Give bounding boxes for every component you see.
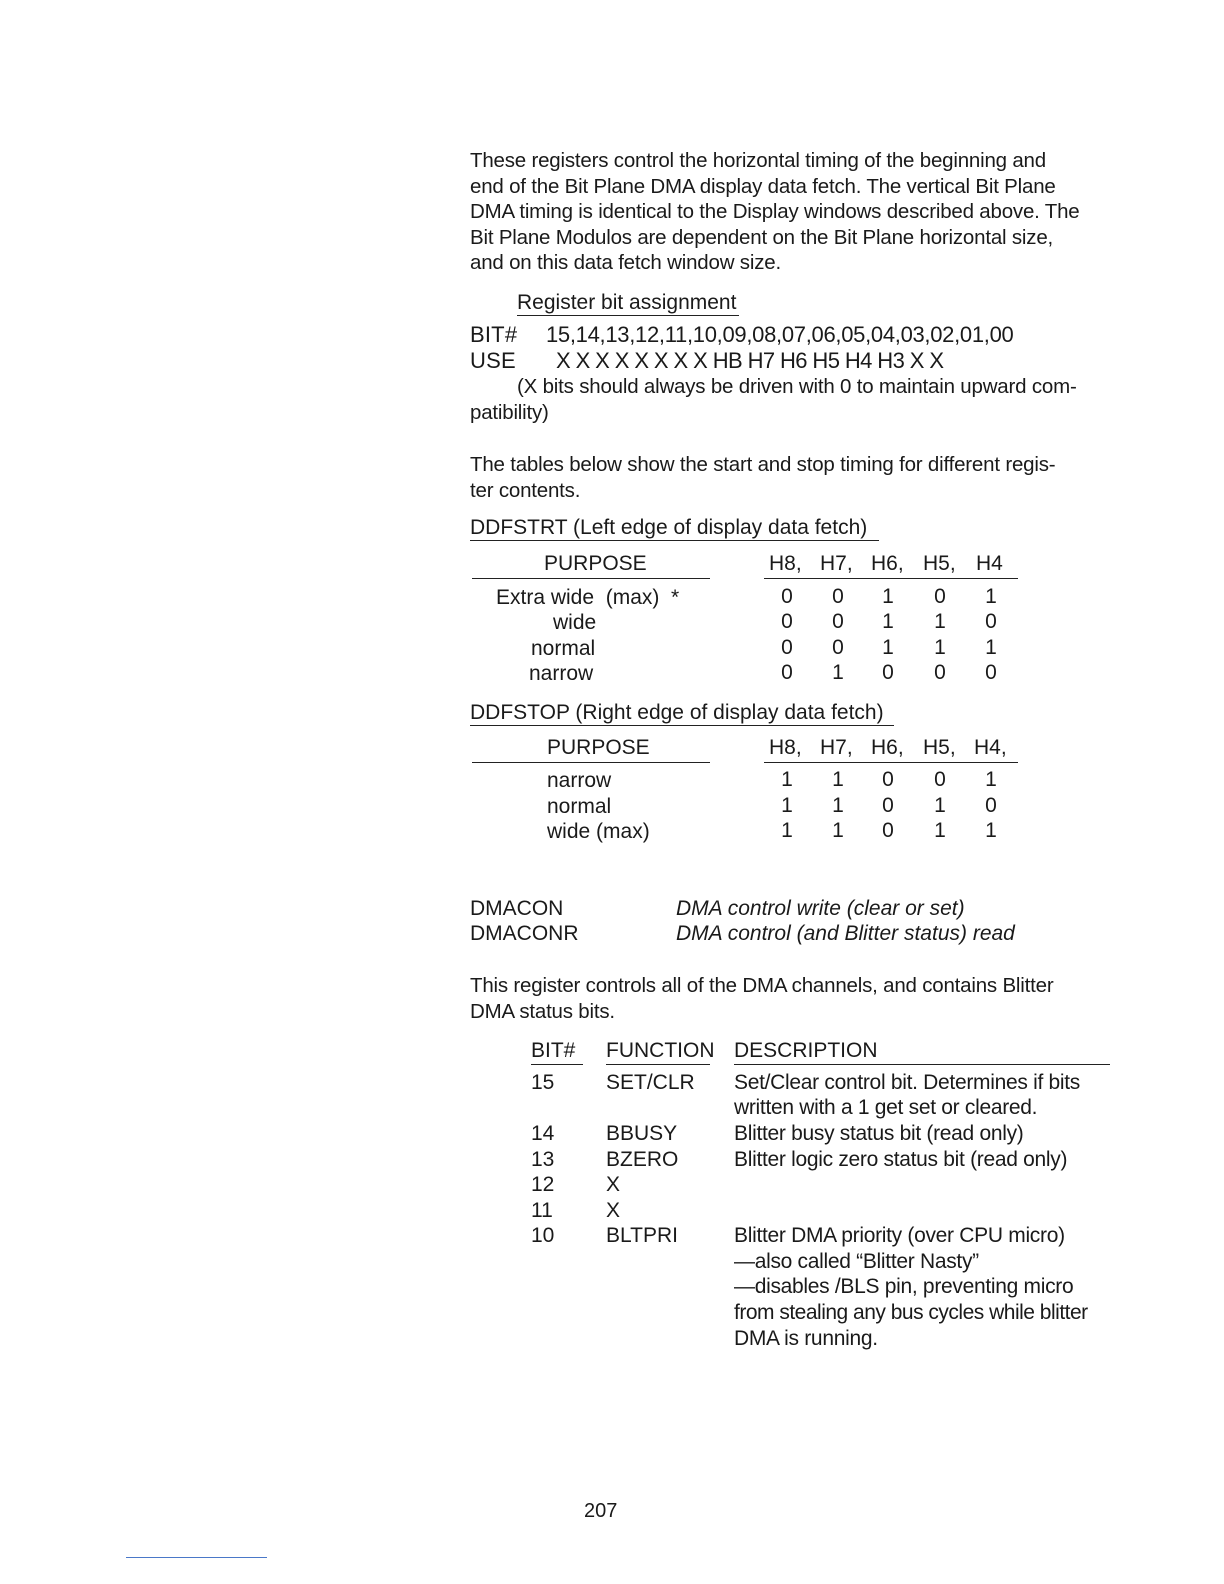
ddfstrt-bit: 1 — [882, 636, 894, 659]
ddfstrt-bit: 0 — [882, 661, 894, 684]
ddfstop-bit: 0 — [882, 819, 894, 842]
dma-table-bit: 13 — [531, 1148, 555, 1171]
ddfstop-bit: 1 — [985, 768, 997, 791]
ddfstrt-bits-rule — [764, 578, 1018, 579]
dma-table-function: BLTPRI — [606, 1224, 678, 1247]
ddfstrt-bit: 1 — [832, 661, 844, 684]
ddfstop-bit: 1 — [781, 819, 793, 842]
ddfstrt-bit-header: H7, — [820, 552, 853, 575]
dma-table-desc: Blitter busy status bit (read only) — [734, 1122, 1024, 1145]
ddfstop-bit: 1 — [832, 794, 844, 817]
intro-line: DMA timing is identical to the Display windows described above. The — [470, 200, 1080, 223]
ddfstrt-purpose-header: PURPOSE — [544, 552, 647, 575]
ddfstrt-purpose: normal — [531, 637, 596, 660]
dma-table-bit: 11 — [531, 1199, 553, 1222]
ddfstrt-bit: 0 — [832, 585, 844, 608]
dma-table-bit: 14 — [531, 1122, 555, 1145]
ddfstop-bit-header: H4, — [974, 736, 1007, 759]
ddfstop-title: DDFSTOP (Right edge of display data fetch) — [470, 700, 894, 726]
ddfstrt-bit-header: H6, — [871, 552, 904, 575]
footer-rule — [126, 1557, 267, 1558]
dma-table-header-bit: BIT# — [531, 1039, 576, 1062]
ddfstrt-bit: 0 — [985, 610, 997, 633]
ddfstop-bit-header: H6, — [871, 736, 904, 759]
ddfstrt-purpose: wide — [553, 611, 597, 634]
dmaconr-register-desc: DMA control (and Blitter status) read — [676, 922, 1015, 945]
ddfstop-purpose: narrow — [547, 769, 612, 792]
intro-line: and on this data fetch window size. — [470, 251, 781, 274]
bit-label: BIT# — [470, 322, 518, 347]
dma-table-desc: DMA is running. — [734, 1327, 878, 1350]
ddfstop-bit: 0 — [882, 768, 894, 791]
ddfstrt-bit-header: H5, — [923, 552, 956, 575]
dma-table-bit: 10 — [531, 1224, 555, 1247]
ddfstop-bit-header: H7, — [820, 736, 853, 759]
intro-line: Bit Plane Modulos are dependent on the Bit Plane horizontal size, — [470, 225, 1054, 249]
ddfstrt-bit: 1 — [985, 585, 997, 608]
ddfstrt-bit-header: H4 — [976, 552, 1003, 575]
dma-table-desc: Set/Clear control bit. Determines if bits — [734, 1071, 1081, 1094]
ddfstop-bit-header: H8, — [769, 736, 802, 759]
dmacon-register-desc: DMA control write (clear or set) — [676, 897, 965, 920]
dmacon-intro-line: DMA status bits. — [470, 1000, 615, 1023]
dma-table-header-description: DESCRIPTION — [734, 1039, 878, 1062]
intro-paragraph — [470, 148, 1080, 276]
register-bit-heading: Register bit assignment — [517, 290, 739, 316]
tables-intro-line: The tables below show the start and stop timing for different regis- — [470, 453, 1056, 476]
intro-line: end of the Bit Plane DMA display data fetch. The vertical Bit Plane — [470, 174, 1056, 198]
bit-values: 15,14,13,12,11,10,09,08,07,06,05,04,03,02,01,00 — [546, 322, 1014, 347]
note-line: (X bits should always be driven with 0 to maintain upward com- — [517, 375, 1077, 398]
dma-table-header-description-rule — [734, 1064, 1110, 1065]
intro-line: These registers control the horizontal timing of the beginning and — [470, 149, 1046, 172]
ddfstop-bit: 1 — [934, 819, 946, 842]
ddfstop-bit: 1 — [934, 794, 946, 817]
note-line: patibility) — [470, 401, 549, 424]
dma-table-desc: from stealing any bus cycles while blitter — [734, 1301, 1088, 1324]
dmaconr-register-name: DMACONR — [470, 922, 579, 945]
ddfstrt-bit: 1 — [882, 610, 894, 633]
ddfstrt-title: DDFSTRT (Left edge of display data fetch) — [470, 515, 879, 541]
dma-table-desc: written with a 1 get set or cleared. — [734, 1096, 1038, 1119]
ddfstop-purpose-rule — [472, 762, 710, 763]
dma-table-header-bit-rule — [531, 1064, 583, 1065]
ddfstop-bit: 1 — [781, 794, 793, 817]
dma-table-desc: —also called “Blitter Nasty” — [734, 1250, 979, 1273]
dma-table-function: BBUSY — [606, 1122, 678, 1145]
ddfstrt-bit: 0 — [934, 661, 946, 684]
ddfstrt-bit: 0 — [832, 610, 844, 633]
dmacon-register-name: DMACON — [470, 897, 564, 920]
ddfstrt-bit: 0 — [985, 661, 997, 684]
dma-table-header-function: FUNCTION — [606, 1039, 715, 1062]
dma-table-desc: Blitter DMA priority (over CPU micro) — [734, 1224, 1065, 1247]
ddfstrt-bit: 0 — [781, 585, 793, 608]
ddfstop-purpose-header: PURPOSE — [547, 736, 650, 759]
ddfstop-bit: 1 — [832, 768, 844, 791]
ddfstrt-bit: 0 — [934, 585, 946, 608]
ddfstrt-bit-header: H8, — [769, 552, 802, 575]
ddfstrt-bit: 1 — [882, 585, 894, 608]
ddfstop-bit: 0 — [882, 794, 894, 817]
dma-table-desc: Blitter logic zero status bit (read only) — [734, 1148, 1068, 1171]
ddfstop-purpose: wide (max) — [547, 820, 650, 843]
dma-table-function: SET/CLR — [606, 1071, 695, 1094]
page-number: 207 — [584, 1500, 618, 1522]
ddfstop-bit: 1 — [832, 819, 844, 842]
ddfstop-purpose: normal — [547, 795, 612, 818]
dma-table-function: X — [606, 1173, 621, 1196]
ddfstrt-bit: 0 — [781, 610, 793, 633]
ddfstrt-bit: 1 — [934, 610, 946, 633]
ddfstop-bit-header: H5, — [923, 736, 956, 759]
dma-table-desc: —disables /BLS pin, preventing micro — [734, 1275, 1074, 1298]
ddfstrt-bit: 1 — [985, 636, 997, 659]
ddfstrt-bit: 0 — [832, 636, 844, 659]
dma-table-function: X — [606, 1199, 621, 1222]
dma-table-function: BZERO — [606, 1148, 679, 1171]
dma-table-bit: 15 — [531, 1071, 555, 1094]
dma-table-bit: 12 — [531, 1173, 555, 1196]
ddfstrt-purpose-rule — [472, 578, 710, 579]
tables-intro-line: ter contents. — [470, 479, 581, 502]
ddfstrt-bit: 1 — [934, 636, 946, 659]
ddfstop-bit: 1 — [781, 768, 793, 791]
ddfstrt-purpose: narrow — [529, 662, 594, 685]
ddfstrt-purpose: Extra wide (max) * — [496, 586, 680, 609]
ddfstop-bits-rule — [764, 762, 1018, 763]
ddfstop-bit: 0 — [934, 768, 946, 791]
use-label: USE — [470, 348, 516, 373]
ddfstop-bit: 0 — [985, 794, 997, 817]
ddfstop-bit: 1 — [985, 819, 997, 842]
dmacon-intro-line: This register controls all of the DMA channels, and contains Blitter — [470, 974, 1054, 997]
ddfstrt-bit: 0 — [781, 661, 793, 684]
dma-table-header-function-rule — [606, 1064, 710, 1065]
use-values: X X X X X X X X HB H7 H6 H5 H4 H3 X X — [556, 348, 944, 373]
ddfstrt-bit: 0 — [781, 636, 793, 659]
